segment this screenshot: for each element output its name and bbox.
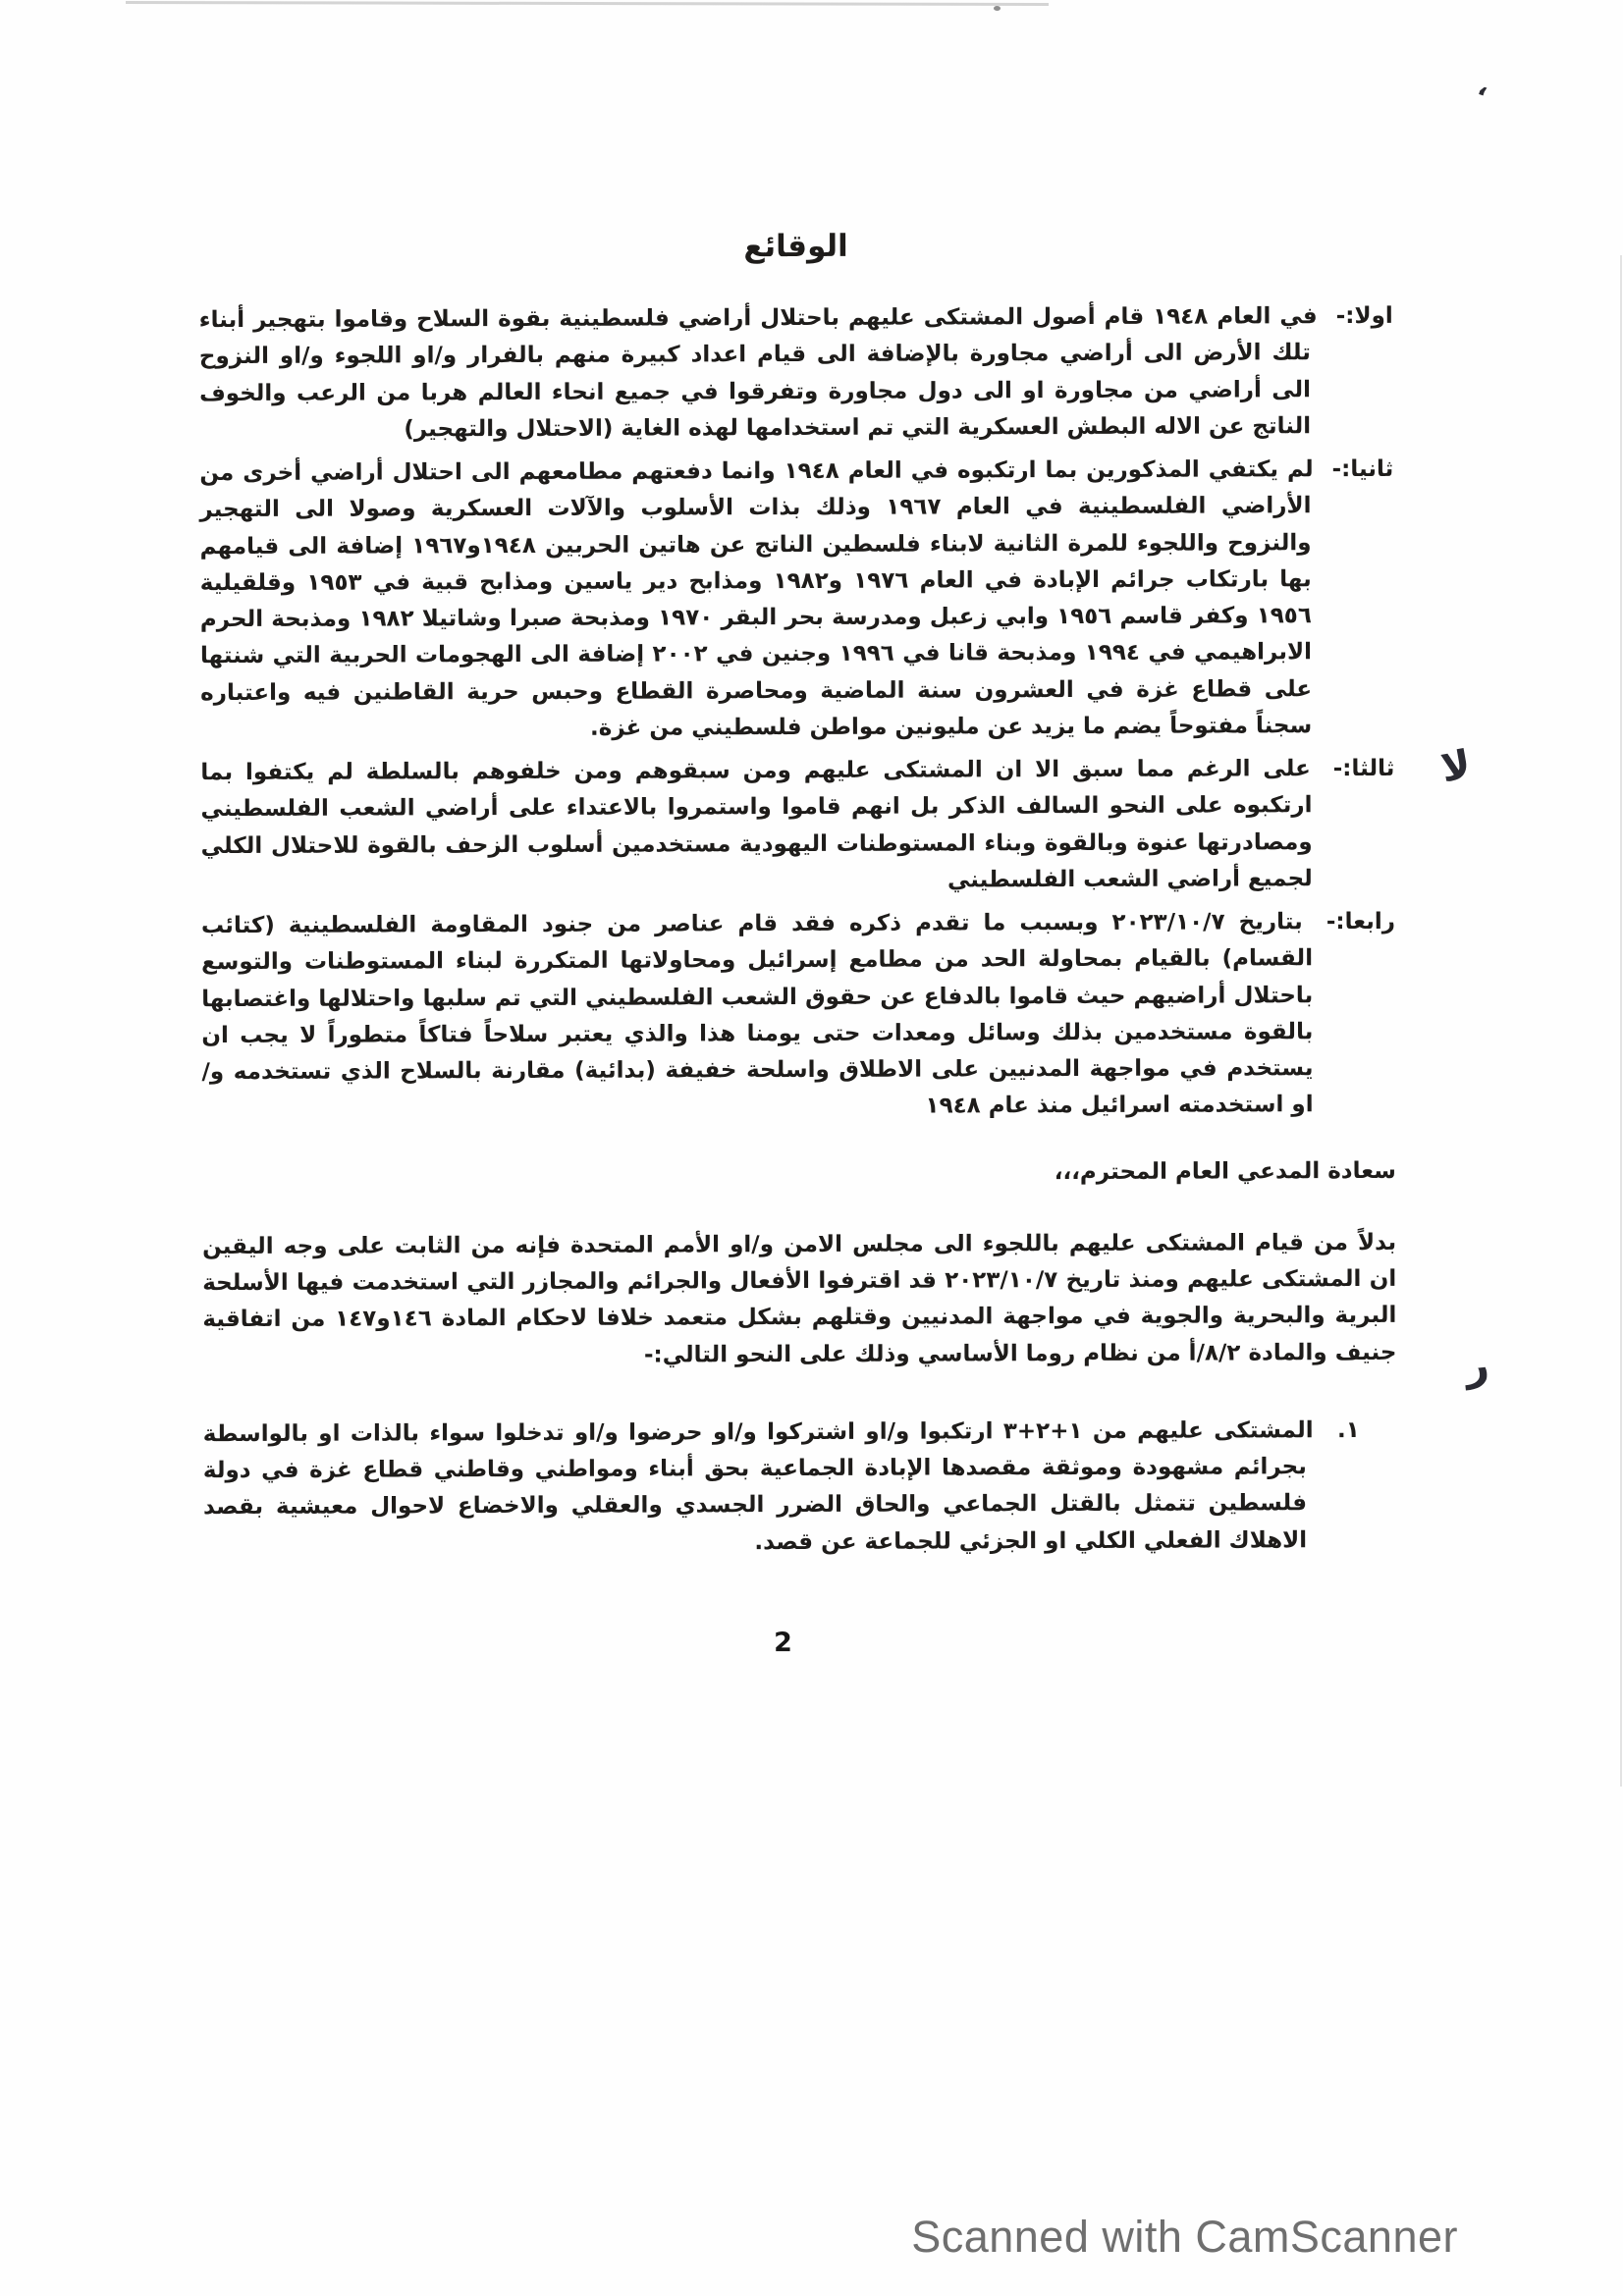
paragraph-label: ثانيا:- — [1331, 456, 1394, 483]
ink-mark-top-right: ، — [1474, 72, 1493, 103]
ink-mark-margin-2: ر — [1462, 1339, 1491, 1391]
paragraph-label: اولا:- — [1335, 303, 1393, 330]
camscanner-footer: Scanned with CamScanner — [911, 2212, 1458, 2262]
salutation: سعادة المدعي العام المحترم،،، — [1054, 1157, 1396, 1185]
fact-paragraph-1 — [199, 298, 1394, 449]
fact-paragraph-4 — [201, 904, 1396, 1128]
scan-edge-artifact-right — [1620, 255, 1622, 1787]
paragraph-label: ثالثا:- — [1332, 756, 1395, 782]
list-number: ١. — [1336, 1416, 1360, 1444]
paragraph-text: لم يكتفي المذكورين بما ارتكبوه في العام ١٩٤٨ وانما دفعتهم مطامعهم الى احتلال أراضي أخرى من الأراضي الفلسطينية في العام ١٩٦٧ وذلك بذات الأسلوب والآلات العسكرية وصولا الى التهجير والنزوح واللجوء للمرة الثانية لابناء فلسطين الناتج عن هاتين الحربين ١٩٤٨و١٩٦٧ إضافة الى قيامهم بها بارتكاب جرائم الإبادة في العام ١٩٧٦ و١٩٨٢ ومذابح دير ياسين ومذابح قبية في ١٩٥٣ وقلقيلية ١٩٥٦ وكفر قاسم ١٩٥٦ وابي زعبل ومدرسة بحر البقر ١٩٧٠ ومذبحة صبرا وشاتيلا ١٩٨٢ ومذبحة الحرم الابراهيمي في ١٩٩٤ ومذبحة قانا في ١٩٩٦ وجنين في ٢٠٠٢ إضافة الى الهجومات الحربية التي شنتها على قطاع غزة في العشرون سنة الماضية ومحاصرة القطاع وحبس حرية القاطنين فيه واعتباره سجناً مفتوحاً يضم ما يزيد عن مليونين مواطن فلسطيني من غزة. — [199, 456, 1314, 741]
paragraph-text: على الرغم مما سبق الا ان المشتكى عليهم ومن سبقوهم ومن خلفوهم بالسلطة لم يكتفوا بما ارتكبوه على النحو السالف الذكر بل انهم قاموا واستمروا بالاعتداء على أراضي الشعب الفلسطيني ومصادرتها عنوة وبالقوة وبناء المستوطنات اليهودية مستخدمين أسلوب الزحف بالقوة للاحتلال الكلي لجميع أراضي الشعب الفلسطيني — [200, 756, 1313, 893]
fact-paragraph-3 — [200, 751, 1395, 901]
paragraph-text: في العام ١٩٤٨ قام أصول المشتكى عليهم باحتلال أراضي فلسطينية بقوة السلاح وقاموا بتهجير أبناء تلك الأرض الى أراضي مجاورة بالإضافة الى قيام اعداد كبيرة منهم بالفرار و/او اللجوء و/او النزوح الى أراضي من مجاورة او الى دول مجاورة وتفرقوا في جميع انحاء العالم هربا من الرعب والخوف الناتج عن الاله البطش العسكرية التي تم استخدامها لهذه الغاية (الاحتلال والتهجير) — [198, 303, 1318, 443]
page-title: الوقائع — [743, 228, 848, 265]
scan-speck-artifact — [994, 6, 1001, 11]
ink-mark-margin-1: لا — [1437, 741, 1475, 792]
intro-paragraph: بدلاً من قيام المشتكى عليهم باللجوء الى مجلس الامن و/او الأمم المتحدة فإنه من الثابت على وجه اليقين ان المشتكى عليهم ومنذ تاريخ ٢٠٢٣/١٠/٧ قد اقترفوا الأفعال والجرائم والمجازر التي استخدمت فيها الأسلحة البرية والبحرية والجوية في مواجهة المدنيين وقتلهم بشكل متعمد خلافا لاحكام المادة ١٤٦و١٤٧ من اتفاقية جنيف والمادة ٨/٢/أ من نظام روما الأساسي وذلك على النحو التالي:- — [202, 1229, 1397, 1368]
list-item-1 — [203, 1413, 1361, 1563]
paragraph-text: بتاريخ ٢٠٢٣/١٠/٧ وبسبب ما تقدم ذكره فقد قام عناصر من جنود المقاومة الفلسطينية (كتائب القسام) بالقيام بمحاولة الحد من مطامع إسرائيل ومحاولاتها المتكررة لبناء المستوطنات والتوسع باحتلال أراضيهم حيث قاموا بالدفاع عن حقوق الشعب الفلسطيني التي تم سلبها واحتلالها واغتصابها بالقوة مستخدمين بذلك وسائل ومعدات حتى يومنا هذا والذي يعتبر سلاحاً فتاكاً متطوراً لا يجب ان يستخدم في مواجهة المدنيين على الاطلاق واسلحة خفيفة (بدائية) مقارنة بالسلاح الذي تستخدمه و/او استخدمته اسرائيل منذ عام ١٩٤٨ — [200, 909, 1314, 1120]
list-text: المشتكى عليهم من ١+٢+٣ ارتكبوا و/او اشتركوا و/او حرضوا و/او تدخلوا سواء بالذات او بالواسطة بجرائم مشهودة وموثقة مقصدها الإبادة الجماعية بحق أبناء ومواطني وقاطني قطاع غزة في دولة فلسطين تتمثل بالقتل الجماعي والحاق الضرر الجسدي والعقلي والاخضاع لاحوال معيشية بقصد الاهلاك الفعلي الكلي او الجزئي للجماعة عن قصد. — [202, 1417, 1314, 1555]
document-content — [198, 220, 1397, 1667]
page-number: 2 — [774, 1627, 792, 1659]
scan-edge-artifact-top — [126, 1, 1049, 6]
paragraph-label: رابعا:- — [1325, 909, 1395, 935]
fact-paragraph-2 — [199, 452, 1394, 748]
